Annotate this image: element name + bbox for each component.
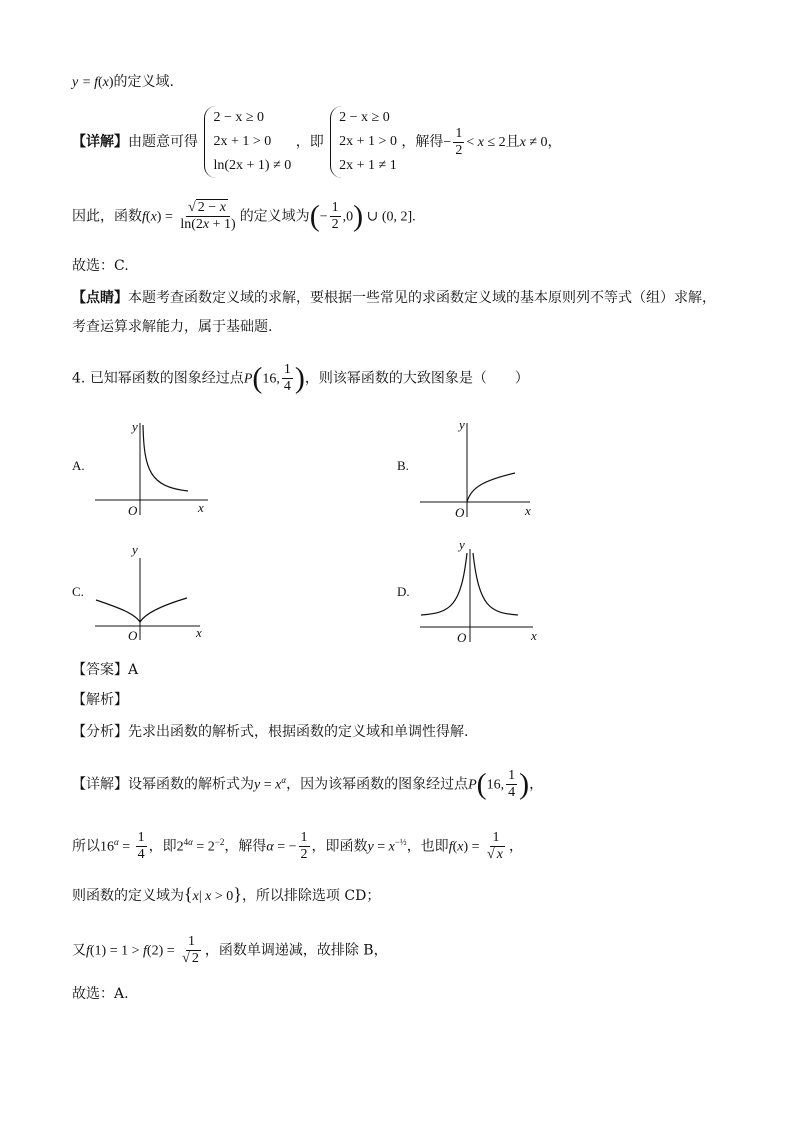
option-d-graph[interactable] xyxy=(415,535,545,645)
analysis-line: 【解析】 xyxy=(72,692,128,708)
svg-text:x: x xyxy=(198,500,204,515)
detail-2-line: 【详解】设幂函数的解析式为$y = x^\alpha$，因为该幂函数的图象经过点P(16, $\frac{1}{4}$ )， xyxy=(72,767,544,801)
detail-systems-line: 【详解】由题意可得 2 − x ≥ 0 2x + 1 > 0 ln(2x + 1) ≠ 0 ，即 2 − x ≥ 0 2x + 1 > 0 2x + 1 ≠ 1 ，解得− $\frac{1}{2}$ < x ≤ 2且x ≠ 0， xyxy=(72,106,562,178)
svg-text:O: O xyxy=(128,503,138,518)
again-line: 又f(1) = 1 > f(2) = $\frac{1}{√ 2}$ ，函数单调递减，故排除 B， xyxy=(72,934,388,966)
svg-text:y: y xyxy=(459,537,465,552)
choose-c: 故选：C. xyxy=(72,258,129,274)
question-4: 4. 已知幂函数的图象经过点P(16, $\frac{1}{4}$ )，则该幂函数的大致图象是（ ） xyxy=(72,361,529,395)
svg-text:y: y xyxy=(132,419,138,434)
svg-text:O: O xyxy=(455,505,465,520)
option-c-graph[interactable] xyxy=(90,540,220,645)
domain-intro-line: y = f(x)的定义域. xyxy=(72,74,174,90)
svg-text:O: O xyxy=(457,630,467,645)
svg-text:O: O xyxy=(128,628,138,643)
domain-line: 则函数的定义域为{x| x > 0}，所以排除选项 CD； xyxy=(72,884,381,904)
option-c-label[interactable]: C. xyxy=(72,584,84,599)
svg-text:x: x xyxy=(531,628,537,643)
option-b-graph[interactable] xyxy=(415,415,545,520)
svg-text:y: y xyxy=(459,417,465,432)
option-a-label[interactable]: A. xyxy=(72,458,85,473)
option-d-label[interactable]: D. xyxy=(397,584,410,599)
suoyi-line: 所以$16^\alpha$ = $\frac{1}{4}$ ，即$2^{4\alpha} = 2^{-2}$，解得α = − $\frac{1}{2}$ ，即函数$y = x^{-\frac{1}{2}}$，也即f(x) = $\frac{1}{√ x}$ ， xyxy=(72,830,523,862)
fenxi-line: 【分析】先求出函数的解析式，根据函数的定义域和单调性得解. xyxy=(72,724,469,740)
answer-line: 【答案】A xyxy=(72,662,139,678)
svg-text:x: x xyxy=(196,625,202,640)
comment-line-1: 【点睛】本题考查函数定义域的求解，要根据一些常见的求函数定义域的基本原则列不等式（组）求解， xyxy=(72,290,716,306)
choose-a: 故选：A. xyxy=(72,986,129,1002)
therefore-line: 因此，函数f(x) = $\frac{√ 2 - x}{\ln(2x + 1)}$ 的定义域为(− $\frac{1}{2}$ ,0) ∪ (0, 2]. xyxy=(72,199,416,233)
option-a-graph[interactable] xyxy=(90,415,220,520)
system-1: 2 − x ≥ 0 2x + 1 > 0 ln(2x + 1) ≠ 0 xyxy=(204,106,291,178)
option-b-label[interactable]: B. xyxy=(397,458,409,473)
system-2: 2 − x ≥ 0 2x + 1 > 0 2x + 1 ≠ 1 xyxy=(330,106,397,178)
comment-line-2: 考查运算求解能力，属于基础题. xyxy=(72,319,273,335)
svg-text:x: x xyxy=(525,503,531,518)
svg-text:y: y xyxy=(132,542,138,557)
